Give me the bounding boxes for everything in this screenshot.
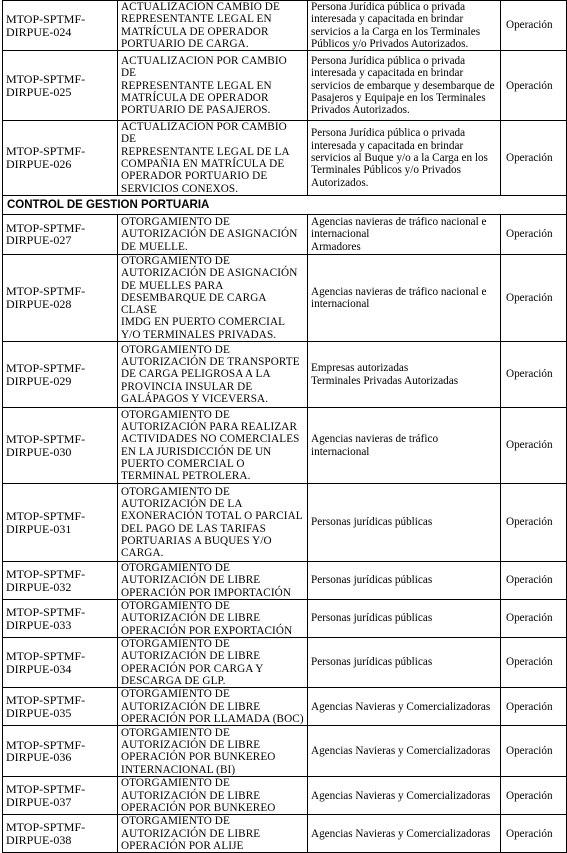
procedure-name: OTORGAMIENTO DE AUTORIZACIÓN DE LIBRE OPERACIÓN POR CARGA Y DESCARGA DE GLP. xyxy=(118,638,308,688)
procedure-type: Operación xyxy=(501,600,567,638)
procedure-recipients: Agencias Navieras y Comercializadoras xyxy=(308,777,501,815)
procedure-type: Operación xyxy=(501,562,567,600)
table-row xyxy=(3,600,567,638)
table-row xyxy=(3,408,567,484)
table-row xyxy=(3,484,567,562)
section-title: CONTROL DE GESTION PORTUARIA xyxy=(3,195,567,214)
procedure-type: Operación xyxy=(501,342,567,408)
procedure-recipients: Agencias Navieras y Comercializadoras xyxy=(308,726,501,777)
procedure-name: OTORGAMIENTO DE AUTORIZACIÓN DE LIBRE OPERACIÓN POR ALIJE xyxy=(118,815,308,853)
procedure-name: ACTUALIZACION POR CAMBIO DE REPRESENTANTE LEGAL DE LA COMPAÑIA EN MATRÍCULA DE OPERADOR PORTUARIO DE SERVICIOS CONEXOS. xyxy=(118,121,308,196)
table-row xyxy=(3,1,567,51)
table-row xyxy=(3,342,567,408)
table-row xyxy=(3,51,567,121)
procedure-recipients: Empresas autorizadas Terminales Privadas Autorizadas xyxy=(308,342,501,408)
procedure-type: Operación xyxy=(501,121,567,196)
procedure-code: MTOP-SPTMF- DIRPUE-027 xyxy=(3,214,118,254)
procedure-type: Operación xyxy=(501,815,567,853)
procedure-name: OTORGAMIENTO DE AUTORIZACIÓN DE LIBRE OPERACIÓN POR BUNKEREO INTERNACIONAL (BI) xyxy=(118,726,308,777)
procedure-type: Operación xyxy=(501,214,567,254)
procedure-name: OTORGAMIENTO DE AUTORIZACIÓN PARA REALIZAR ACTIVIDADES NO COMERCIALES EN LA JURISDICCIÓN DE UN PUERTO COMERCIAL O TERMINAL PETROLERA. xyxy=(118,408,308,484)
procedure-type: Operación xyxy=(501,688,567,726)
procedure-code: MTOP-SPTMF- DIRPUE-024 xyxy=(3,1,118,51)
procedure-code: MTOP-SPTMF- DIRPUE-038 xyxy=(3,815,118,853)
procedure-type: Operación xyxy=(501,254,567,341)
procedure-name: OTORGAMIENTO DE AUTORIZACIÓN DE LIBRE OPERACIÓN POR BUNKEREO xyxy=(118,777,308,815)
table-row xyxy=(3,638,567,688)
table-row xyxy=(3,688,567,726)
procedure-type: Operación xyxy=(501,484,567,562)
table-row xyxy=(3,214,567,254)
procedure-type: Operación xyxy=(501,777,567,815)
procedure-name: OTORGAMIENTO DE AUTORIZACIÓN DE LIBRE OPERACIÓN POR LLAMADA (BOC) xyxy=(118,688,308,726)
procedure-name: OTORGAMIENTO DE AUTORIZACIÓN DE ASIGNACIÓN DE MUELLES PARA DESEMBARQUE DE CARGA CLASE IMDG EN PUERTO COMERCIAL Y/O TERMINALES PRIVADAS. xyxy=(118,254,308,341)
procedure-type: Operación xyxy=(501,1,567,51)
procedure-recipients: Agencias navieras de tráfico nacional e internacional xyxy=(308,254,501,341)
procedure-code: MTOP-SPTMF- DIRPUE-028 xyxy=(3,254,118,341)
procedure-recipients: Personas jurídicas públicas xyxy=(308,638,501,688)
procedures-table xyxy=(2,0,567,853)
procedure-type: Operación xyxy=(501,726,567,777)
procedure-recipients: Personas jurídicas públicas xyxy=(308,600,501,638)
procedure-code: MTOP-SPTMF- DIRPUE-033 xyxy=(3,600,118,638)
procedure-recipients: Persona Jurídica pública o privada interesada y capacitada en brindar servicios al Buque y/o a la Carga en los Terminales Públicos y/o Privados Autorizados. xyxy=(308,121,501,196)
table-row xyxy=(3,726,567,777)
procedure-code: MTOP-SPTMF- DIRPUE-030 xyxy=(3,408,118,484)
procedure-name: OTORGAMIENTO DE AUTORIZACIÓN DE LA EXONERACIÓN TOTAL O PARCIAL DEL PAGO DE LAS TARIFAS PORTUARIAS A BUQUES Y/O CARGA. xyxy=(118,484,308,562)
procedure-recipients: Agencias navieras de tráfico internacional xyxy=(308,408,501,484)
procedure-recipients: Agencias navieras de tráfico nacional e internacional Armadores xyxy=(308,214,501,254)
procedure-name: ACTUALIZACIÓN CAMBIO DE REPRESENTANTE LEGAL EN MATRÍCULA DE OPERADOR PORTUARIO DE CARGA. xyxy=(118,1,308,51)
procedure-name: OTORGAMIENTO DE AUTORIZACIÓN DE LIBRE OPERACIÓN POR IMPORTACIÓN xyxy=(118,562,308,600)
procedure-name: ACTUALIZACION POR CAMBIO DE REPRESENTANTE LEGAL EN MATRÍCULA DE OPERADOR PORTUARIO DE PASAJEROS. xyxy=(118,51,308,121)
procedure-code: MTOP-SPTMF- DIRPUE-025 xyxy=(3,51,118,121)
procedure-recipients: Agencias Navieras y Comercializadoras xyxy=(308,688,501,726)
procedure-code: MTOP-SPTMF- DIRPUE-029 xyxy=(3,342,118,408)
section-row xyxy=(3,195,567,214)
procedure-type: Operación xyxy=(501,638,567,688)
procedure-type: Operación xyxy=(501,51,567,121)
table-row xyxy=(3,777,567,815)
procedure-code: MTOP-SPTMF- DIRPUE-037 xyxy=(3,777,118,815)
table-row xyxy=(3,254,567,341)
procedure-name: OTORGAMIENTO DE AUTORIZACIÓN DE TRANSPORTE DE CARGA PELIGROSA A LA PROVINCIA INSULAR DE GALÁPAGOS Y VICEVERSA. xyxy=(118,342,308,408)
procedure-recipients: Persona Jurídica pública o privada interesada y capacitada en brindar servicios de embarque y desembarque de Pasajeros y Equipaje en los Terminales Privados Autorizados. xyxy=(308,51,501,121)
procedure-code: MTOP-SPTMF- DIRPUE-035 xyxy=(3,688,118,726)
procedure-recipients: Personas jurídicas públicas xyxy=(308,562,501,600)
procedure-code: MTOP-SPTMF- DIRPUE-034 xyxy=(3,638,118,688)
procedure-code: MTOP-SPTMF- DIRPUE-031 xyxy=(3,484,118,562)
procedure-name: OTORGAMIENTO DE AUTORIZACIÓN DE ASIGNACIÓN DE MUELLE. xyxy=(118,214,308,254)
procedure-recipients: Persona Jurídica pública o privada interesada y capacitada en brindar servicios a la Carga en los Terminales Públicos y/o Privados Autorizados. xyxy=(308,1,501,51)
table-row xyxy=(3,815,567,853)
procedure-type: Operación xyxy=(501,408,567,484)
table-row xyxy=(3,562,567,600)
table-row xyxy=(3,121,567,196)
procedure-code: MTOP-SPTMF- DIRPUE-036 xyxy=(3,726,118,777)
procedure-recipients: Agencias Navieras y Comercializadoras xyxy=(308,815,501,853)
procedure-code: MTOP-SPTMF- DIRPUE-026 xyxy=(3,121,118,196)
procedure-recipients: Personas jurídicas públicas xyxy=(308,484,501,562)
procedure-code: MTOP-SPTMF- DIRPUE-032 xyxy=(3,562,118,600)
procedure-name: OTORGAMIENTO DE AUTORIZACIÓN DE LIBRE OPERACIÓN POR EXPORTACIÓN xyxy=(118,600,308,638)
